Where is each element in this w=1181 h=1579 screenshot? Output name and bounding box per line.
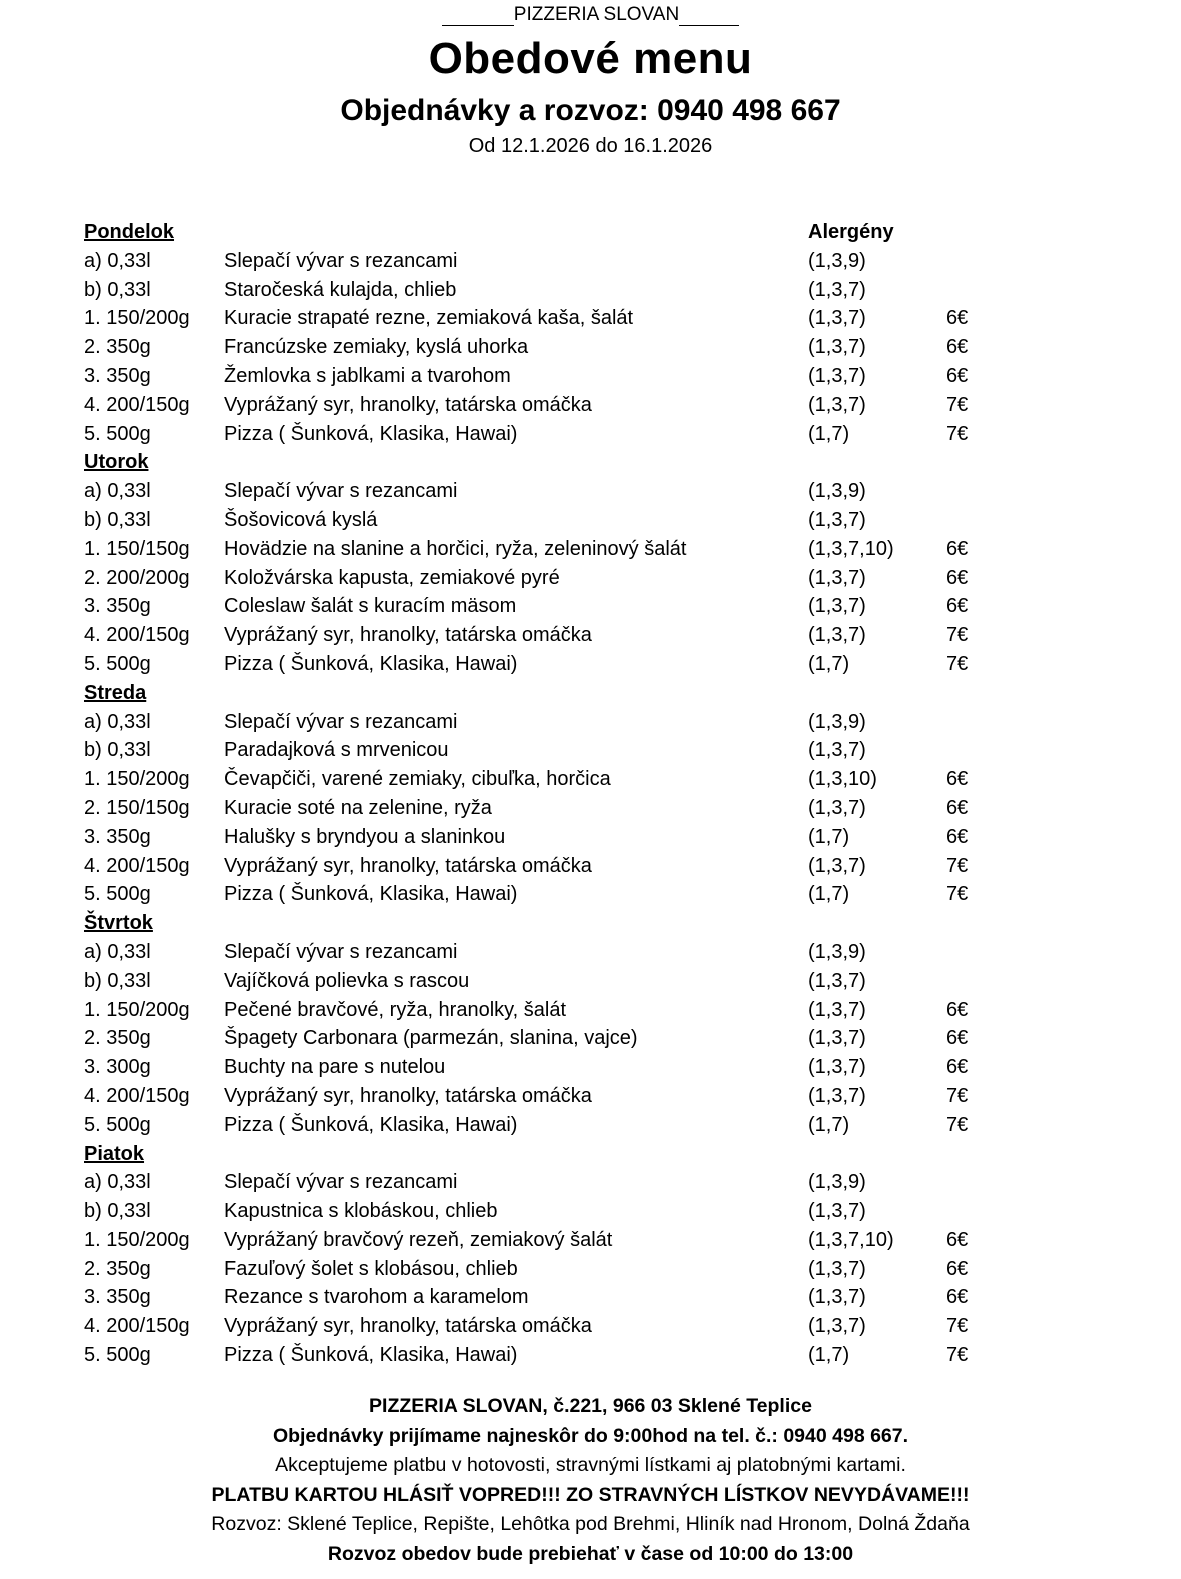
menu-item-row xyxy=(0,1197,1181,1226)
item-dish: Slepačí vývar s rezancami xyxy=(224,1171,458,1194)
item-portion: 5. 500g xyxy=(84,883,151,906)
item-dish: Kapustnica s klobáskou, chlieb xyxy=(224,1200,498,1223)
menu-item-row xyxy=(0,477,1181,506)
item-price: 7€ xyxy=(946,1113,969,1136)
menu-item-row xyxy=(0,1255,1181,1284)
item-dish: Vyprážaný syr, hranolky, tatárska omáčka xyxy=(224,854,592,877)
menu-item-row xyxy=(0,276,1181,305)
day-header-row xyxy=(0,218,1181,247)
item-portion: 2. 350g xyxy=(84,336,151,359)
menu-item-row xyxy=(0,1283,1181,1312)
item-dish: Kuracie soté na zelenine, ryža xyxy=(224,796,492,819)
item-portion: a) 0,33l xyxy=(84,710,151,733)
menu-item-row xyxy=(0,765,1181,794)
footer-address: PIZZERIA SLOVAN, č.221, 966 03 Sklené Teplice xyxy=(369,1395,812,1417)
item-portion: 5. 500g xyxy=(84,1344,151,1367)
item-dish: Slepačí vývar s rezancami xyxy=(224,480,458,503)
item-price: 7€ xyxy=(946,393,969,416)
menu-item-row xyxy=(0,1341,1181,1370)
item-dish: Halušky s bryndyou a slaninkou xyxy=(224,825,506,848)
menu-item-row xyxy=(0,938,1181,967)
item-portion: b) 0,33l xyxy=(84,508,151,531)
item-price: 6€ xyxy=(946,998,969,1021)
menu-item-row xyxy=(0,304,1181,333)
item-portion: 3. 350g xyxy=(84,595,151,618)
item-allergens: (1,7) xyxy=(808,422,850,445)
item-price: 7€ xyxy=(946,854,969,877)
item-allergens: (1,7) xyxy=(808,1113,850,1136)
item-allergens: (1,3,7) xyxy=(808,1257,866,1280)
item-portion: 5. 500g xyxy=(84,652,151,675)
page-title: Obedové menu xyxy=(428,34,753,83)
menu-item-row xyxy=(0,1082,1181,1111)
item-portion: 1. 150/200g xyxy=(84,768,190,791)
item-dish: Buchty na pare s nutelou xyxy=(224,1056,446,1079)
day-header-row xyxy=(0,448,1181,477)
item-portion: 4. 200/150g xyxy=(84,393,190,416)
item-portion: 4. 200/150g xyxy=(84,854,190,877)
item-allergens: (1,3,10) xyxy=(808,768,877,791)
item-price: 6€ xyxy=(946,1286,969,1309)
item-price: 7€ xyxy=(946,883,969,906)
menu-item-row xyxy=(0,1111,1181,1140)
item-price: 7€ xyxy=(946,624,969,647)
item-allergens: (1,3,7) xyxy=(808,1286,866,1309)
menu-item-row xyxy=(0,621,1181,650)
item-price: 7€ xyxy=(946,1315,969,1338)
item-dish: Pečené bravčové, ryža, hranolky, šalát xyxy=(224,998,567,1021)
brand-line xyxy=(0,4,1181,26)
item-portion: a) 0,33l xyxy=(84,480,151,503)
item-dish: Vyprážaný syr, hranolky, tatárska omáčka xyxy=(224,393,592,416)
item-portion: 5. 500g xyxy=(84,422,151,445)
item-portion: a) 0,33l xyxy=(84,249,151,272)
item-dish: Staročeská kulajda, chlieb xyxy=(224,278,457,301)
item-allergens: (1,3,7,10) xyxy=(808,537,894,560)
item-price: 7€ xyxy=(946,1084,969,1107)
menu-item-row xyxy=(0,823,1181,852)
menu-item-row xyxy=(0,362,1181,391)
item-price: 6€ xyxy=(946,307,969,330)
item-allergens: (1,3,7) xyxy=(808,796,866,819)
menu-item-row xyxy=(0,1312,1181,1341)
menu-item-row xyxy=(0,391,1181,420)
brand-underline-left xyxy=(442,25,514,26)
item-dish: Fazuľový šolet s klobásou, chlieb xyxy=(224,1257,518,1280)
item-allergens: (1,3,7) xyxy=(808,1315,866,1338)
footer-payment: Akceptujeme platbu v hotovosti, stravnými lístkami aj platobnými kartami. xyxy=(275,1454,906,1477)
day-name: Pondelok xyxy=(84,221,175,243)
item-allergens: (1,7) xyxy=(808,1344,850,1367)
item-portion: b) 0,33l xyxy=(84,739,151,762)
item-dish: Kuracie strapaté rezne, zemiaková kaša, šalát xyxy=(224,307,634,330)
item-portion: 1. 150/200g xyxy=(84,307,190,330)
menu-item-row xyxy=(0,247,1181,276)
item-allergens: (1,3,7) xyxy=(808,364,866,387)
item-allergens: (1,3,7) xyxy=(808,969,866,992)
item-allergens: (1,7) xyxy=(808,652,850,675)
item-allergens: (1,3,7) xyxy=(808,1027,866,1050)
item-allergens: (1,3,7) xyxy=(808,739,866,762)
item-price: 7€ xyxy=(946,652,969,675)
item-price: 6€ xyxy=(946,825,969,848)
item-price: 6€ xyxy=(946,1027,969,1050)
menu-item-row xyxy=(0,1226,1181,1255)
menu-item-row xyxy=(0,535,1181,564)
item-dish: Vyprážaný syr, hranolky, tatárska omáčka xyxy=(224,1315,592,1338)
item-price: 6€ xyxy=(946,566,969,589)
item-allergens: (1,3,7) xyxy=(808,566,866,589)
item-allergens: (1,3,9) xyxy=(808,480,866,503)
menu-item-row xyxy=(0,592,1181,621)
item-allergens: (1,3,7) xyxy=(808,508,866,531)
item-dish: Pizza ( Šunková, Klasika, Hawai) xyxy=(224,883,518,906)
item-allergens: (1,3,7,10) xyxy=(808,1228,894,1251)
day-name: Utorok xyxy=(84,451,149,474)
item-price: 7€ xyxy=(946,1344,969,1367)
item-portion: 2. 350g xyxy=(84,1257,151,1280)
menu-item-row xyxy=(0,1024,1181,1053)
menu-item-row xyxy=(0,650,1181,679)
item-allergens: (1,3,7) xyxy=(808,336,866,359)
item-dish: Coleslaw šalát s kuracím mäsom xyxy=(224,595,517,618)
item-portion: b) 0,33l xyxy=(84,278,151,301)
menu-item-row xyxy=(0,1168,1181,1197)
brand-underline-right xyxy=(679,25,739,26)
item-dish: Slepačí vývar s rezancami xyxy=(224,710,458,733)
item-allergens: (1,3,9) xyxy=(808,249,866,272)
item-allergens: (1,3,7) xyxy=(808,1056,866,1079)
item-portion: 1. 150/200g xyxy=(84,1228,190,1251)
item-dish: Vyprážaný syr, hranolky, tatárska omáčka xyxy=(224,1084,592,1107)
item-dish: Pizza ( Šunková, Klasika, Hawai) xyxy=(224,1344,518,1367)
item-allergens: (1,3,7) xyxy=(808,595,866,618)
item-allergens: (1,7) xyxy=(808,825,850,848)
item-portion: b) 0,33l xyxy=(84,1200,151,1223)
item-allergens: (1,3,9) xyxy=(808,1171,866,1194)
footer-delivery-area: Rozvoz: Sklené Teplice, Repište, Lehôtka pod Brehmi, Hliník nad Hronom, Dolná Ždaňa xyxy=(211,1513,970,1536)
item-dish: Šošovicová kyslá xyxy=(224,508,378,531)
item-portion: 2. 150/150g xyxy=(84,796,190,819)
item-portion: 2. 350g xyxy=(84,1027,151,1050)
menu-item-row xyxy=(0,564,1181,593)
item-portion: 2. 200/200g xyxy=(84,566,190,589)
item-dish: Čevapčiči, varené zemiaky, cibuľka, horčica xyxy=(224,768,611,791)
menu-item-row xyxy=(0,967,1181,996)
item-portion: b) 0,33l xyxy=(84,969,151,992)
item-dish: Koložvárska kapusta, zemiakové pyré xyxy=(224,566,560,589)
item-dish: Slepačí vývar s rezancami xyxy=(224,249,458,272)
item-price: 6€ xyxy=(946,768,969,791)
item-price: 6€ xyxy=(946,537,969,560)
item-allergens: (1,3,7) xyxy=(808,854,866,877)
item-price: 6€ xyxy=(946,796,969,819)
day-header-row xyxy=(0,679,1181,708)
menu-item-row xyxy=(0,794,1181,823)
item-allergens: (1,3,7) xyxy=(808,1200,866,1223)
item-allergens: (1,3,9) xyxy=(808,940,866,963)
item-dish: Vajíčková polievka s rascou xyxy=(224,969,470,992)
item-price: 6€ xyxy=(946,336,969,359)
item-dish: Pizza ( Šunková, Klasika, Hawai) xyxy=(224,422,518,445)
day-name: Piatok xyxy=(84,1142,145,1165)
item-portion: 3. 350g xyxy=(84,364,151,387)
order-phone-line: Objednávky a rozvoz: 0940 498 667 xyxy=(340,94,841,127)
brand-name: PIZZERIA SLOVAN xyxy=(513,4,680,25)
day-header-row xyxy=(0,1140,1181,1169)
item-price: 6€ xyxy=(946,1257,969,1280)
item-portion: 4. 200/150g xyxy=(84,624,190,647)
item-portion: a) 0,33l xyxy=(84,1171,151,1194)
item-dish: Špagety Carbonara (parmezán, slanina, vajce) xyxy=(224,1027,638,1050)
menu-item-row xyxy=(0,852,1181,881)
item-portion: 4. 200/150g xyxy=(84,1315,190,1338)
footer-delivery-time: Rozvoz obedov bude prebiehať v čase od 10:00 do 13:00 xyxy=(327,1542,854,1565)
item-price: 6€ xyxy=(946,1228,969,1251)
item-price: 6€ xyxy=(946,364,969,387)
item-allergens: (1,3,7) xyxy=(808,307,866,330)
item-allergens: (1,3,7) xyxy=(808,624,866,647)
item-dish: Pizza ( Šunková, Klasika, Hawai) xyxy=(224,652,518,675)
item-portion: 4. 200/150g xyxy=(84,1084,190,1107)
item-portion: 3. 350g xyxy=(84,825,151,848)
item-allergens: (1,3,7) xyxy=(808,393,866,416)
item-allergens: (1,3,7) xyxy=(808,998,866,1021)
menu-item-row xyxy=(0,420,1181,449)
item-portion: 1. 150/200g xyxy=(84,998,190,1021)
date-range: Od 12.1.2026 do 16.1.2026 xyxy=(468,135,713,157)
menu-item-row xyxy=(0,996,1181,1025)
day-name: Streda xyxy=(84,681,147,704)
item-dish: Pizza ( Šunková, Klasika, Hawai) xyxy=(224,1113,518,1136)
item-dish: Žemlovka s jablkami a tvarohom xyxy=(224,364,511,387)
item-dish: Francúzske zemiaky, kyslá uhorka xyxy=(224,336,529,359)
menu-item-row xyxy=(0,506,1181,535)
menu-item-row xyxy=(0,708,1181,737)
item-allergens: (1,3,7) xyxy=(808,278,866,301)
item-dish: Rezance s tvarohom a karamelom xyxy=(224,1286,529,1309)
item-allergens: (1,3,7) xyxy=(808,1084,866,1107)
item-price: 7€ xyxy=(946,422,969,445)
item-price: 6€ xyxy=(946,595,969,618)
item-dish: Vyprážaný bravčový rezeň, zemiakový šalát xyxy=(224,1228,613,1251)
item-dish: Paradajková s mrvenicou xyxy=(224,739,449,762)
day-header-row xyxy=(0,909,1181,938)
allergens-column-header: Alergény xyxy=(808,221,894,243)
item-allergens: (1,3,9) xyxy=(808,710,866,733)
footer-order-deadline: Objednávky prijímame najneskôr do 9:00hod na tel. č.: 0940 498 667. xyxy=(272,1424,909,1447)
menu-item-row xyxy=(0,736,1181,765)
item-allergens: (1,7) xyxy=(808,883,850,906)
item-price: 6€ xyxy=(946,1056,969,1079)
menu-item-row xyxy=(0,880,1181,909)
item-portion: 5. 500g xyxy=(84,1113,151,1136)
menu-item-row xyxy=(0,1053,1181,1082)
weekly-menu-table xyxy=(0,218,1181,1370)
item-portion: 3. 350g xyxy=(84,1286,151,1309)
item-portion: 3. 300g xyxy=(84,1056,151,1079)
day-name: Štvrtok xyxy=(84,912,153,935)
item-dish: Slepačí vývar s rezancami xyxy=(224,940,458,963)
footer xyxy=(0,1392,1181,1570)
item-portion: a) 0,33l xyxy=(84,940,151,963)
item-dish: Hovädzie na slanine a horčici, ryža, zeleninový šalát xyxy=(224,537,687,560)
item-portion: 1. 150/150g xyxy=(84,537,190,560)
item-dish: Vyprážaný syr, hranolky, tatárska omáčka xyxy=(224,624,592,647)
footer-card-notice: PLATBU KARTOU HLÁSIŤ VOPRED!!! ZO STRAVNÝCH LÍSTKOV NEVYDÁVAME!!! xyxy=(211,1483,970,1506)
menu-item-row xyxy=(0,333,1181,362)
